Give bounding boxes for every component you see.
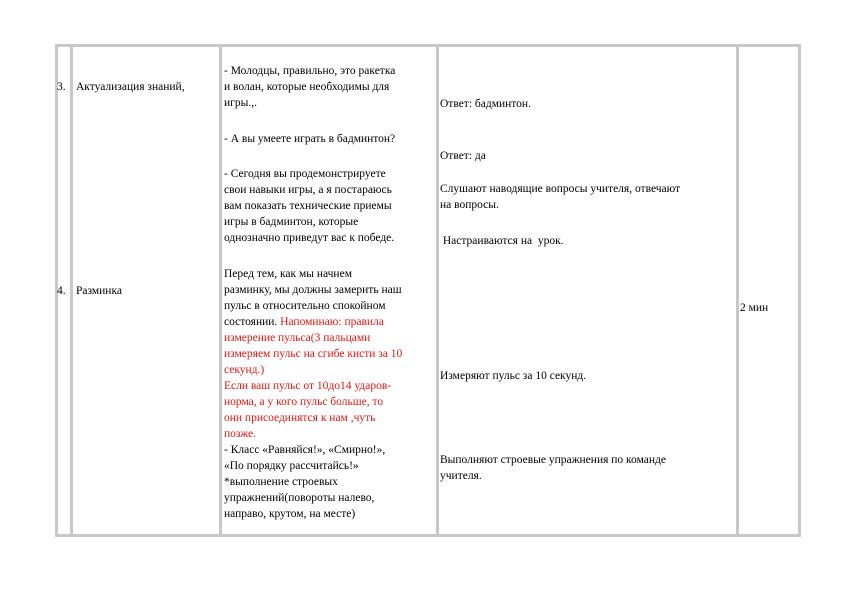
text-line: игры в бадминтон, которые <box>224 216 359 228</box>
text-line: - Молодцы, правильно, это ракетка <box>224 65 396 77</box>
text-line: учителя. <box>440 470 482 482</box>
teacher-block-praise <box>224 63 395 111</box>
text-line-mixed <box>224 314 402 330</box>
text-line: Перед тем, как мы начнем <box>224 268 352 280</box>
teacher-block-pulse <box>224 266 402 522</box>
student-activity <box>440 452 666 484</box>
row-number: 3. <box>57 81 66 93</box>
column-divider-teacher <box>436 44 439 537</box>
text-line: Слушают наводящие вопросы учителя, отвечают <box>440 183 681 195</box>
text-line: вам показать технические приемы <box>224 200 392 212</box>
teacher-block-intro <box>224 166 394 246</box>
text-line: разминку, мы должны замерить наш <box>224 284 402 296</box>
text-line: - Сегодня вы продемонстрируете <box>224 168 386 180</box>
text-fragment: состоянии. <box>224 316 278 328</box>
highlight-line: секунд.) <box>224 364 265 376</box>
highlight-line: норма, а у кого пульс больше, то <box>224 396 384 408</box>
text-line: - Класс «Равняйся!», «Смирно!», <box>224 444 386 456</box>
highlight-line: Если ваш пульс от 10до14 ударов- <box>224 380 392 392</box>
highlight-line: измерение пульса(3 пальцами <box>224 332 371 344</box>
column-divider-number <box>70 44 73 537</box>
column-divider-students <box>736 44 739 537</box>
text-line: Выполняют строевые упражнения по команде <box>440 454 666 466</box>
student-activity <box>440 181 680 213</box>
text-line: пульс в относительно спокойном <box>224 300 386 312</box>
highlight-line: измеряем пульс на сгибе кисти за 10 <box>224 348 403 360</box>
highlight-text: Напоминаю: правила <box>277 316 384 328</box>
text-line: упражнений(повороты налево, <box>224 492 375 504</box>
text-line: направо, крутом, на месте) <box>224 508 356 520</box>
highlight-line: они присоединятся к нам ,чуть <box>224 412 376 424</box>
highlight-line: позже. <box>224 428 257 440</box>
student-answer: Ответ: да <box>440 150 486 162</box>
column-divider-stage <box>219 44 222 537</box>
table-frame <box>55 44 801 537</box>
time-duration: 2 мин <box>740 302 769 314</box>
stage-name: Актуализация знаний, <box>76 81 185 93</box>
text-line: - А вы умеете играть в бадминтон? <box>224 133 396 145</box>
teacher-block-question <box>224 131 395 147</box>
text-line: *выполнение строевых <box>224 476 338 488</box>
text-line: игры.,. <box>224 97 257 109</box>
text-line: однозначно приведут вас к победе. <box>224 232 395 244</box>
student-answer: Ответ: бадминтон. <box>440 98 531 110</box>
text-line: «По порядку рассчитайсь!» <box>224 460 359 472</box>
row-number: 4. <box>57 285 66 297</box>
student-activity: Настраиваются на урок. <box>440 235 564 247</box>
text-line: на вопросы. <box>440 199 499 211</box>
text-line: свои навыки игры, а я постараюсь <box>224 184 392 196</box>
student-activity: Измеряют пульс за 10 секунд. <box>440 370 587 382</box>
stage-name: Разминка <box>76 285 122 297</box>
text-line: и волан, которые необходимы для <box>224 81 390 93</box>
